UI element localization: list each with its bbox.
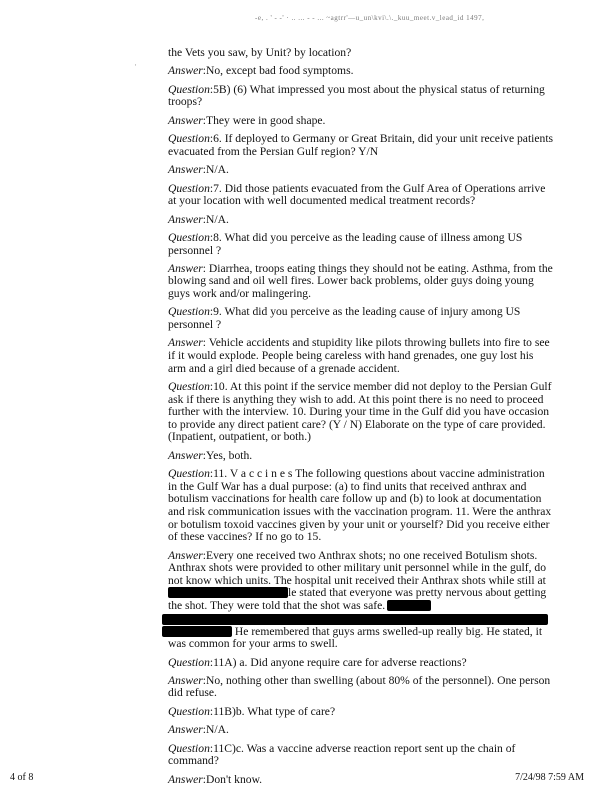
question-block <box>168 183 554 208</box>
answer-label: Answer <box>168 336 203 350</box>
question-label: Question <box>168 305 210 319</box>
question-block <box>168 468 554 544</box>
question-label: Question <box>168 132 210 146</box>
answer-block <box>168 263 554 301</box>
question-block <box>168 84 554 109</box>
answer-block <box>168 450 554 463</box>
answer-text-part1: :Every one received two Anthrax shots; no one received Botulism shots. Anthrax shots were provided to other military unit personnel while in the gulf, do not know which units. The hospital unit received their Anthrax shots while still at <box>168 548 547 587</box>
question-label: Question <box>168 655 210 669</box>
qa-list <box>168 47 554 544</box>
question-block <box>168 232 554 257</box>
answer-text-part3: He remembered that guys arms swelled-up really big. He stated, it was common for your arms to swell. <box>168 624 543 651</box>
question-text: :9. What did you perceive as the leading cause of injury among US personnel ? <box>168 305 521 332</box>
question-label: Question <box>168 82 210 96</box>
print-datetime: 7/24/98 7:59 AM <box>515 772 584 783</box>
answer-label: Answer <box>168 548 203 562</box>
question-label: Question <box>168 704 210 718</box>
question-text: :10. At this point if the service member did not deploy to the Persian Gulf ask if there is anything they wish to add. At this point there is no need to proceed further with the interview. 10. During your time in the Gulf did you have occasion to provide any direct patient care? (Y / N) Elaborate on the type of care provided. (Inpatient, outpatient, or both.) <box>168 380 552 444</box>
answer-text: :No, nothing other than swelling (about 80% of the personnel). One person did refuse. <box>168 673 551 700</box>
answer-text: :N/A. <box>202 163 229 177</box>
question-text: :5B) (6) What impressed you most about the physical status of returning troops? <box>168 82 545 109</box>
answer-label: Answer <box>168 448 203 462</box>
answer-block <box>168 337 554 375</box>
answer-block <box>168 675 554 700</box>
answer-block <box>168 214 554 227</box>
answer-text-part2: le stated that everyone was pretty nervous about getting the shot. They were told that the shot was safe. <box>168 586 547 612</box>
answer-text: : Diarrhea, troops eating things they should not be eating. Asthma, from the blowing sand and oil well fires. Lower back problems, older guys doing young guys work and/or malingering. <box>168 261 553 301</box>
answer-label: Answer <box>168 772 203 786</box>
interview-content <box>168 47 554 792</box>
question-block <box>168 657 554 670</box>
question-label: Question <box>168 467 210 481</box>
page-number: 4 of 8 <box>10 772 34 783</box>
question-text: :6. If deployed to Germany or Great Britain, did your unit receive patients evacuated from the Persian Gulf region? Y/N <box>168 132 554 158</box>
answer-block <box>168 65 554 78</box>
answer-label: Answer <box>168 113 203 127</box>
question-text: :7. Did those patients evacuated from the Gulf Area of Operations arrive at your location with well documented medical treatment records? <box>168 181 546 208</box>
question-text: :11A) a. Did anyone require care for adverse reactions? <box>209 655 467 669</box>
answer-label: Answer <box>168 673 203 687</box>
answer-text: :N/A. <box>202 212 229 226</box>
answer-text: :No, except bad food symptoms. <box>202 64 354 78</box>
text-block <box>168 47 554 60</box>
answer-label: Answer <box>168 163 203 177</box>
question-label: Question <box>168 181 210 195</box>
question-block <box>168 743 554 768</box>
question-block <box>168 133 554 158</box>
answer-text: :Don't know. <box>202 772 263 786</box>
question-label: Question <box>168 741 210 755</box>
question-text: :11B)b. What type of care? <box>209 704 336 718</box>
answer-block <box>168 164 554 177</box>
answer-label: Answer <box>168 723 203 737</box>
answer-label: Answer <box>168 212 203 226</box>
question-text: :11C)c. Was a vaccine adverse reaction report sent up the chain of command? <box>168 741 516 768</box>
scan-header-text: -e, . ' - -' · .. ... - - ... ~agtrr'—u_un\kvi\.\._kuu_meet.v_lead_id 1497, <box>255 14 485 22</box>
answer-text: :N/A. <box>202 723 229 737</box>
answer-block <box>168 115 554 128</box>
question-label: Question <box>168 230 210 244</box>
question-label: Question <box>168 380 210 394</box>
question-text: :8. What did you perceive as the leading cause of illness among US personnel ? <box>168 230 523 257</box>
answer-label: Answer <box>168 64 203 78</box>
redaction-bar <box>387 600 431 611</box>
redaction-bar <box>168 587 288 598</box>
redacted-answer-block <box>168 550 554 651</box>
question-text: :11. V a c c i n e s The following questions about vaccine administration in the Gulf War has a dual purpose: (a) to find units that received anthrax and botulism vaccinations for health care follow up and (b) to look at documentation and risk communication issues with the vaccination program. 11. Were the anthrax or botulism toxoid vaccines given by your unit or yourself? Did you receive either of these vaccines? If no go to 15. <box>168 467 552 544</box>
text-text: the Vets you saw, by Unit? by location? <box>168 46 352 59</box>
redaction-bar <box>162 626 232 637</box>
question-block <box>168 381 554 444</box>
question-block <box>168 706 554 719</box>
answer-block <box>168 724 554 737</box>
redaction-bar <box>162 614 548 625</box>
answer-label: Answer <box>168 261 203 275</box>
answer-text: : Vehicle accidents and stupidity like pilots throwing bullets into fire to see if it would explode. People being careless with hand grenades, one guy lost his arm and a girl died because of a grenade accident. <box>168 336 550 375</box>
answer-text: :They were in good shape. <box>202 113 326 127</box>
qa-after-list <box>168 657 554 787</box>
question-block <box>168 306 554 331</box>
answer-text: :Yes, both. <box>202 448 253 462</box>
scan-artifact-mark: · <box>134 60 137 70</box>
answer-block <box>168 774 554 787</box>
